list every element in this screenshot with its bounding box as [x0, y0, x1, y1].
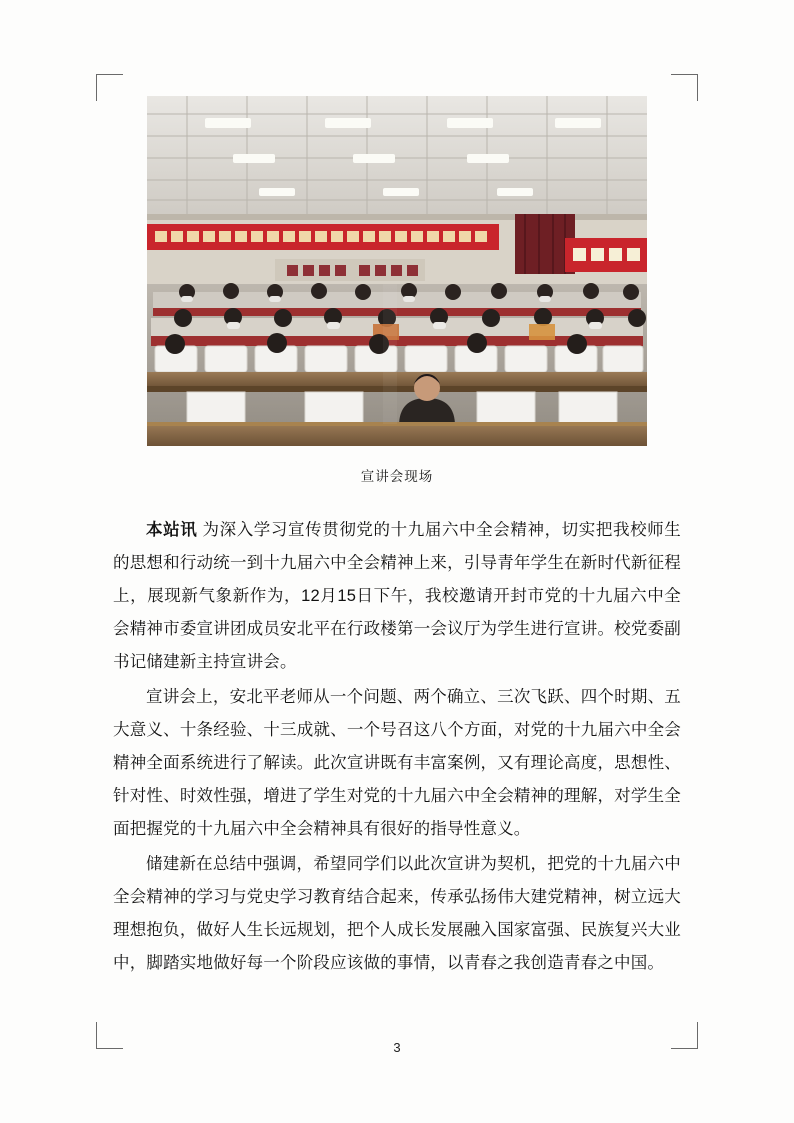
page-content — [113, 96, 681, 982]
figure-block — [147, 96, 647, 488]
lecture-hall-photo — [147, 96, 647, 446]
paragraph-2: 宣讲会上，安北平老师从一个问题、两个确立、三次飞跃、四个时期、五大意义、十条经验、十三成就、一个号召这八个方面，对党的十九届六中全会精神全面系统进行了解读。此次宣讲既有丰富案例，又有理论高度，思想性、针对性、时效性强，增进了学生对党的十九届六中全会精神的理解，对学生全面把握党的十九届六中全会精神具有很好的指导性意义。 — [113, 687, 681, 838]
page-number: 3 — [393, 1040, 401, 1055]
figure-caption: 宣讲会现场 — [360, 469, 434, 484]
paragraph-3: 储建新在总结中强调，希望同学们以此次宣讲为契机，把党的十九届六中全会精神的学习与党史学习教育结合起来，传承弘扬伟大建党精神，树立远大理想抱负，做好人生长远规划，把个人成长发展融入国家富强、民族复兴大业中，脚踏实地做好每一个阶段应该做的事情，以青春之我创造青春之中国。 — [113, 854, 681, 972]
paragraph-1 — [113, 514, 681, 679]
article-body — [113, 514, 681, 980]
lead-label: 本站讯 — [146, 520, 198, 539]
paragraph-1-text: 为深入学习宣传贯彻党的十九届六中全会精神，切实把我校师生的思想和行动统一到十九届六中全会精神上来，引导青年学生在新时代新征程上，展现新气象新作为，12月15日下午，我校邀请开封市党的十九届六中全会精神市委宣讲团成员安北平在行政楼第一会议厅为学生进行宣讲。校党委副书记储建新主持宣讲会。 — [113, 520, 681, 671]
